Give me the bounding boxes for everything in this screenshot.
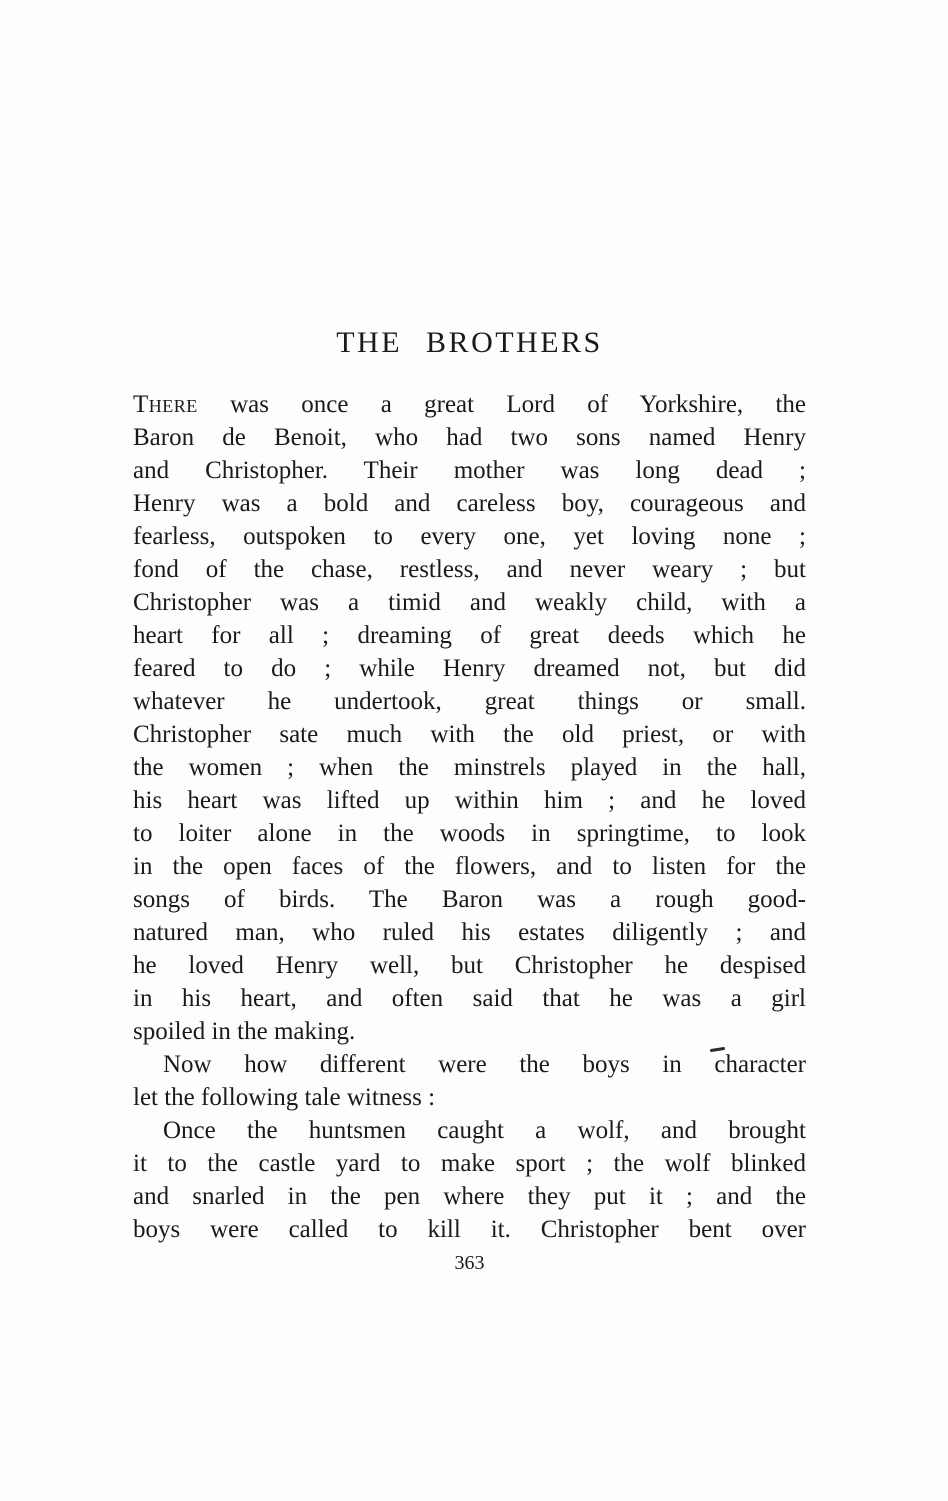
- text-line: Once the huntsmen caught a wolf, and brought: [163, 1117, 806, 1144]
- text-line: let the following tale witness :: [133, 1084, 436, 1111]
- text-line: and Christopher. Their mother was long dead ;: [133, 457, 806, 484]
- lead-word-smallcaps: There: [133, 391, 198, 418]
- text-line: natured man, who ruled his estates diligently ; and: [133, 919, 806, 946]
- paragraph: [133, 1048, 806, 1114]
- text-line: songs of birds. The Baron was a rough good-: [133, 886, 806, 913]
- body-text: [133, 388, 806, 1246]
- text-line: and snarled in the pen where they put it ; and the: [133, 1183, 806, 1210]
- text-line: Henry was a bold and careless boy, courageous and: [133, 490, 806, 517]
- text-line: Christopher was a timid and weakly child, with a: [133, 589, 806, 616]
- text-line: Now how different were the boys in character: [163, 1051, 806, 1078]
- text-line: boys were called to kill it. Christopher bent over: [133, 1216, 806, 1243]
- text-line: to loiter alone in the woods in springtime, to look: [133, 820, 806, 847]
- text-line: in the open faces of the flowers, and to listen for the: [133, 853, 806, 880]
- text-line: Christopher sate much with the old priest, or with: [133, 721, 806, 748]
- text-line: feared to do ; while Henry dreamed not, but did: [133, 655, 806, 682]
- text-line: whatever he undertook, great things or small.: [133, 688, 806, 715]
- text-line: There was once a great Lord of Yorkshire, the: [133, 391, 806, 418]
- text-line: fearless, outspoken to every one, yet loving none ;: [133, 523, 806, 550]
- paragraph: [133, 388, 806, 1048]
- text-line: heart for all ; dreaming of great deeds which he: [133, 622, 806, 649]
- text-line: he loved Henry well, but Christopher he despised: [133, 952, 806, 979]
- paragraph: [133, 1114, 806, 1246]
- chapter-title: THE BROTHERS: [336, 326, 603, 359]
- text-line: the women ; when the minstrels played in the hall,: [133, 754, 806, 781]
- text-line: spoiled in the making.: [133, 1018, 356, 1045]
- page-number: 363: [454, 1252, 485, 1274]
- text-line: it to the castle yard to make sport ; the wolf blinked: [133, 1150, 806, 1177]
- text-line: fond of the chase, restless, and never weary ; but: [133, 556, 806, 583]
- text-line: Baron de Benoit, who had two sons named Henry: [133, 424, 806, 451]
- text-line: his heart was lifted up within him ; and he loved: [133, 787, 806, 814]
- text-line: in his heart, and often said that he was a girl: [133, 985, 806, 1012]
